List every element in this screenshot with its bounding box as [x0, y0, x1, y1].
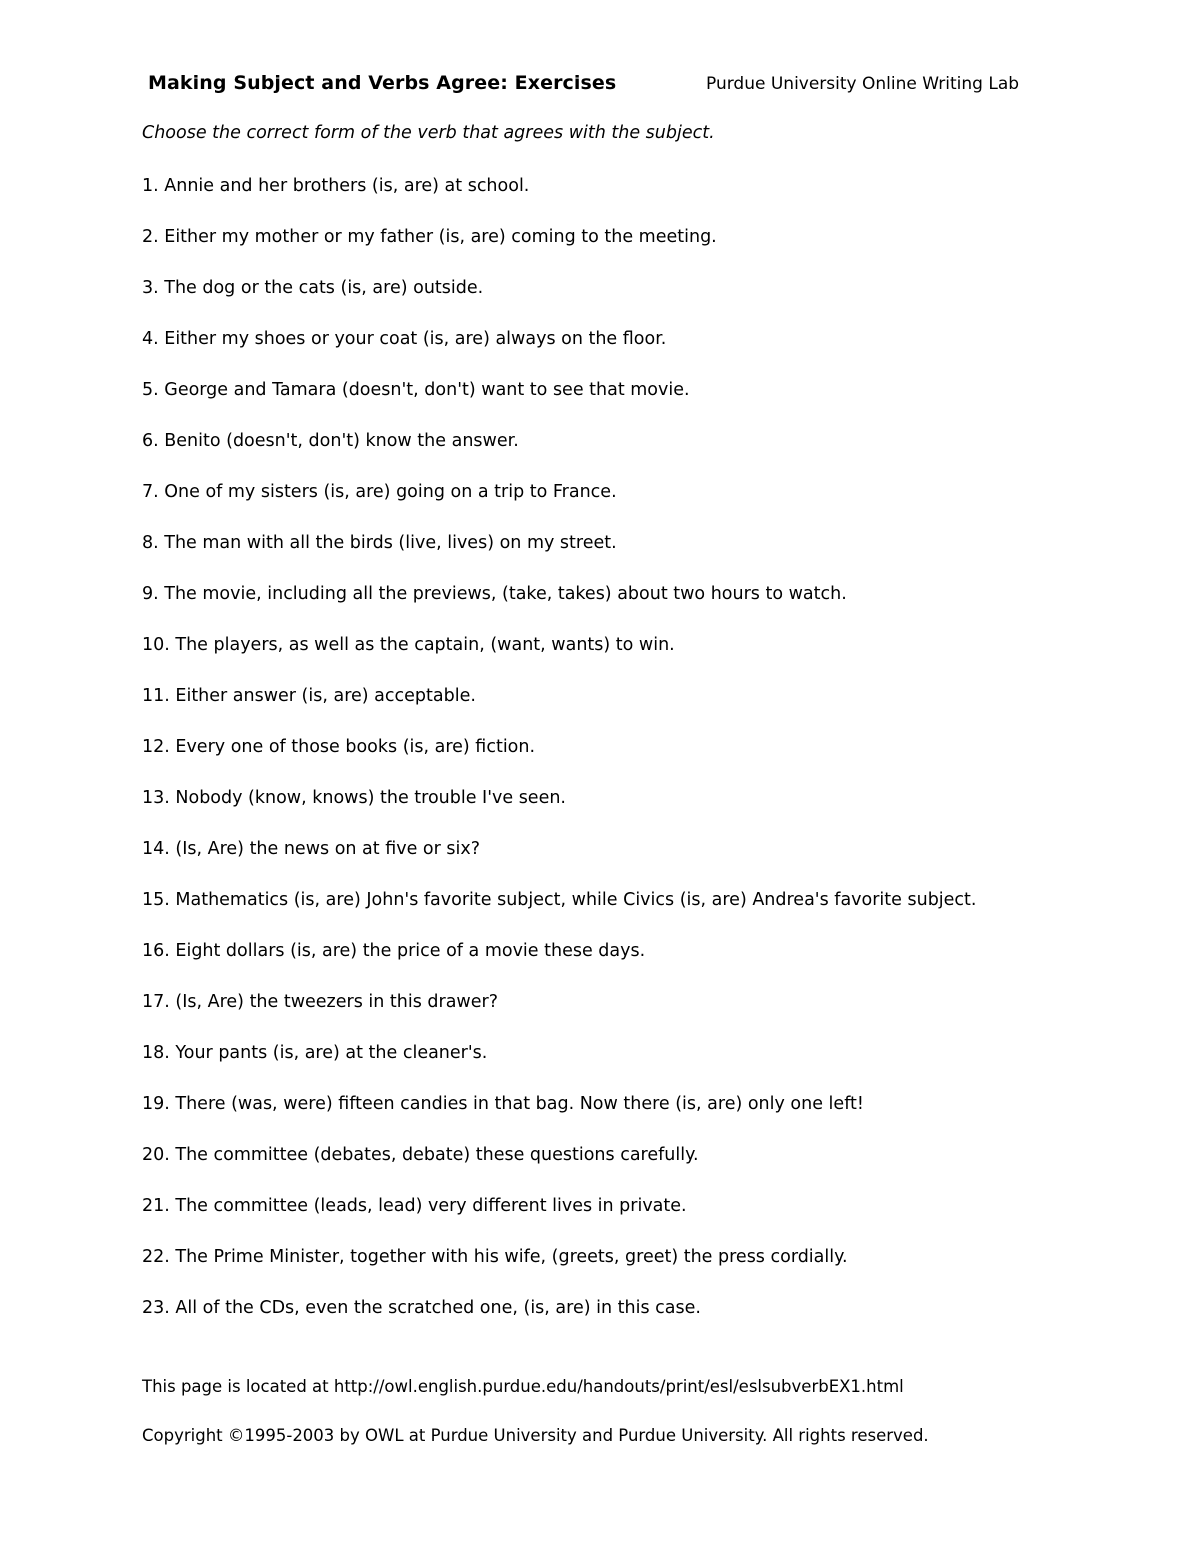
instructions-text: Choose the correct form of the verb that agrees with the subject.	[142, 123, 715, 143]
exercise-item: 2. Either my mother or my father (is, are) coming to the meeting.	[142, 227, 717, 247]
exercise-item: 10. The players, as well as the captain, (want, wants) to win.	[142, 635, 675, 655]
exercise-item: 13. Nobody (know, knows) the trouble I've seen.	[142, 788, 566, 808]
exercise-item: 6. Benito (doesn't, don't) know the answer.	[142, 431, 519, 451]
exercise-item: 22. The Prime Minister, together with his wife, (greets, greet) the press cordially.	[142, 1247, 848, 1267]
exercise-item: 16. Eight dollars (is, are) the price of a movie these days.	[142, 941, 646, 961]
page-location-text: This page is located at http://owl.english.purdue.edu/handouts/print/esl/eslsubverbEX1.html	[142, 1377, 904, 1396]
exercise-item: 19. There (was, were) fifteen candies in that bag. Now there (is, are) only one left!	[142, 1094, 864, 1114]
exercise-item: 11. Either answer (is, are) acceptable.	[142, 686, 476, 706]
exercise-item: 9. The movie, including all the previews, (take, takes) about two hours to watch.	[142, 584, 847, 604]
exercise-item: 15. Mathematics (is, are) John's favorite subject, while Civics (is, are) Andrea's favorite subject.	[142, 890, 977, 910]
exercise-item: 14. (Is, Are) the news on at five or six?	[142, 839, 481, 859]
exercise-item: 3. The dog or the cats (is, are) outside.	[142, 278, 484, 298]
copyright-text: Copyright ©1995-2003 by OWL at Purdue University and Purdue University. All rights reserved.	[142, 1426, 929, 1445]
exercise-item: 20. The committee (debates, debate) these questions carefully.	[142, 1145, 699, 1165]
page-title: Making Subject and Verbs Agree: Exercises	[148, 72, 617, 94]
exercise-item: 23. All of the CDs, even the scratched one, (is, are) in this case.	[142, 1298, 701, 1318]
source-label: Purdue University Online Writing Lab	[706, 74, 1020, 94]
exercise-list	[142, 174, 1022, 1347]
exercise-item: 5. George and Tamara (doesn't, don't) want to see that movie.	[142, 380, 690, 400]
exercise-item: 1. Annie and her brothers (is, are) at school.	[142, 176, 530, 196]
exercise-item: 18. Your pants (is, are) at the cleaner's.	[142, 1043, 488, 1063]
exercise-item: 21. The committee (leads, lead) very different lives in private.	[142, 1196, 687, 1216]
page-header	[148, 72, 1038, 98]
exercise-item: 12. Every one of those books (is, are) fiction.	[142, 737, 536, 757]
exercise-item: 8. The man with all the birds (live, lives) on my street.	[142, 533, 617, 553]
exercise-item: 17. (Is, Are) the tweezers in this drawer?	[142, 992, 498, 1012]
exercise-item: 7. One of my sisters (is, are) going on a trip to France.	[142, 482, 617, 502]
exercise-item: 4. Either my shoes or your coat (is, are) always on the floor.	[142, 329, 667, 349]
